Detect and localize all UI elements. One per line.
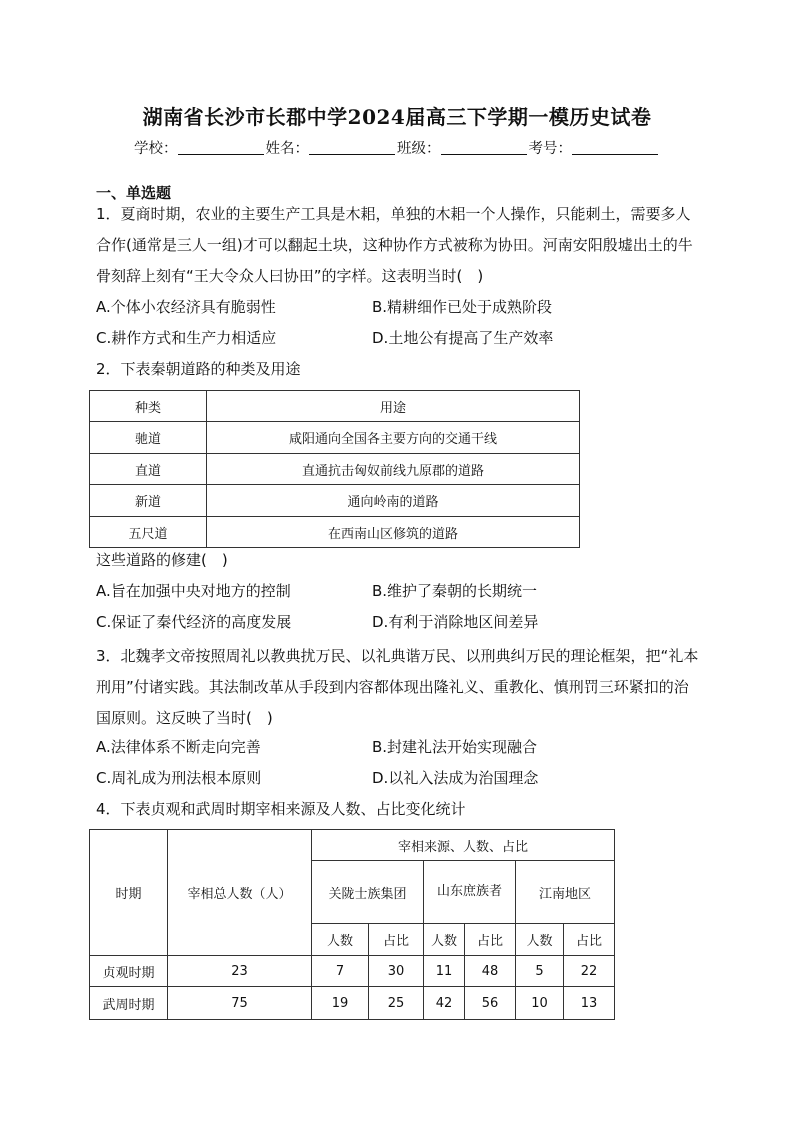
name-label: 姓名： (265, 141, 309, 157)
q3-stem: 3．北魏孝文帝按照周礼以教典扰万民、以礼典谐万民、以刑典纠万民的理论框架，把“礼本刑用”付诸实践。其法制改革从手段到内容都体现出隆礼义、重教化、慎刑罚三环紧扣的治国原则。这反映了当时( ) (96, 647, 699, 727)
q1-option-b[interactable]: B.精耕细作已处于成熟阶段 (372, 298, 553, 316)
q2-option-b[interactable]: B.维护了秦朝的长期统一 (372, 582, 538, 600)
table-cell: 42 (424, 987, 465, 1020)
q2-option-c[interactable]: C.保证了秦代经济的高度发展 (96, 613, 292, 631)
table-row (90, 956, 615, 987)
q3-option-d[interactable]: D.以礼入法成为治国理念 (372, 769, 539, 787)
table-cell: 19 (312, 987, 369, 1020)
table-cell: 22 (564, 956, 615, 987)
table-header-cell: 宰相来源、人数、占比 (312, 830, 615, 861)
table-cell: 五尺道 (90, 517, 207, 548)
table-cell: 5 (516, 956, 564, 987)
table-row (90, 454, 580, 485)
table-header-cell: 关陇士族集团 (312, 861, 424, 924)
q1-stem: 1．夏商时期，农业的主要生产工具是木耜，单独的木耜一个人操作，只能刺土，需要多人合作(通常是三人一组)才可以翻起土块，这种协作方式被称为协田。河南安阳殷墟出土的牛骨刻辞上刻有“王大令众人曰协田”的字样。这表明当时( ) (96, 205, 693, 285)
table-row (90, 485, 580, 517)
table-header-cell (424, 861, 516, 924)
table-header-row (90, 830, 615, 861)
table-row (90, 987, 615, 1020)
table-cell: 直通抗击匈奴前线九原郡的道路 (207, 454, 580, 485)
name-blank[interactable] (309, 140, 395, 155)
table-cell: 咸阳通向全国各主要方向的交通干线 (207, 422, 580, 454)
table-cell: 在西南山区修筑的道路 (207, 517, 580, 548)
exam-number-blank[interactable] (572, 140, 658, 155)
q2-option-a[interactable]: A.旨在加强中央对地方的控制 (96, 582, 291, 600)
table-header-cell: 种类 (90, 391, 207, 422)
class-label: 班级： (397, 141, 441, 157)
q1-option-c[interactable]: C.耕作方式和生产力相适应 (96, 329, 277, 347)
table-row (90, 517, 580, 548)
table-cell: 10 (516, 987, 564, 1020)
student-info-line (0, 137, 794, 158)
table-cell: 30 (369, 956, 424, 987)
q3-option-b[interactable]: B.封建礼法开始实现融合 (372, 738, 538, 756)
table-header-row (90, 391, 580, 422)
table-header-cell: 人数 (424, 924, 465, 956)
q3-option-a[interactable]: A.法律体系不断走向完善 (96, 738, 261, 756)
table-cell: 通向岭南的道路 (207, 485, 580, 517)
q1-option-a[interactable]: A.个体小农经济具有脆弱性 (96, 298, 276, 316)
q2-roads-table (89, 390, 580, 548)
q4-chancellor-table (89, 829, 615, 1020)
table-header-cell: 用途 (207, 391, 580, 422)
q3-option-c[interactable]: C.周礼成为刑法根本原则 (96, 769, 262, 787)
table-header-cell: 人数 (312, 924, 369, 956)
table-cell: 贞观时期 (90, 956, 168, 987)
table-header-cell: 占比 (369, 924, 424, 956)
table-cell: 75 (168, 987, 312, 1020)
q4-stem: 4．下表贞观和武周时期宰相来源及人数、占比变化统计 (96, 800, 466, 818)
table-header-cell: 时期 (90, 830, 168, 956)
section-heading: 一、单选题 (96, 184, 172, 202)
group-label-shandong: 山东庶族者 (436, 884, 502, 899)
table-header-cell: 占比 (564, 924, 615, 956)
table-header-cell: 宰相总人数（人） (168, 830, 312, 956)
table-cell: 25 (369, 987, 424, 1020)
table-cell: 11 (424, 956, 465, 987)
table-header-cell: 占比 (465, 924, 516, 956)
table-cell: 13 (564, 987, 615, 1020)
q1-option-d[interactable]: D.土地公有提高了生产效率 (372, 329, 554, 347)
table-header-cell: 江南地区 (516, 861, 615, 924)
exam-number-label: 考号： (528, 141, 572, 157)
table-cell: 7 (312, 956, 369, 987)
school-blank[interactable] (178, 140, 264, 155)
table-cell: 直道 (90, 454, 207, 485)
q2-stem: 2．下表秦朝道路的种类及用途 (96, 360, 301, 378)
table-cell: 武周时期 (90, 987, 168, 1020)
table-cell: 新道 (90, 485, 207, 517)
q2-option-d[interactable]: D.有利于消除地区间差异 (372, 613, 539, 631)
page-title: 湖南省长沙市长郡中学2024届高三下学期一模历史试卷 (142, 105, 652, 129)
school-label: 学校： (134, 141, 178, 157)
table-header-cell: 人数 (516, 924, 564, 956)
table-cell: 48 (465, 956, 516, 987)
class-blank[interactable] (441, 140, 527, 155)
table-row (90, 422, 580, 454)
table-cell: 驰道 (90, 422, 207, 454)
q2-after-text: 这些道路的修建( ) (96, 551, 228, 569)
table-cell: 56 (465, 987, 516, 1020)
table-cell: 23 (168, 956, 312, 987)
